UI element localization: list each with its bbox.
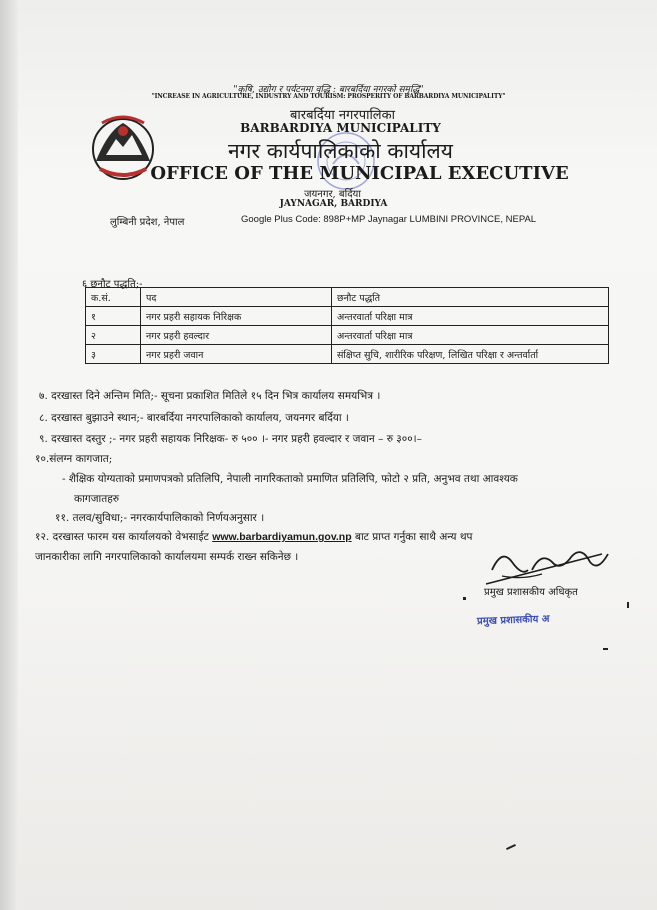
selection-table [85,287,609,364]
ink-mark [506,844,516,850]
municipality-name-english: BARBARDIYA MUNICIPALITY [240,121,441,135]
item-7-deadline: ७. दरखास्त दिने अन्तिम मिति;- सूचना प्रकाशित मितिले १५ दिन भित्र कार्यालय समयभित्र । [39,390,381,402]
ink-mark [603,648,608,650]
table-row [86,307,609,326]
item-10-document-list-cont: कागजातहरु [74,493,120,505]
province-nepali: लुम्बिनी प्रदेश, नेपाल [110,217,185,228]
table-cell: २ [86,326,141,345]
item-12-text-after: बाट प्राप्त गर्नुका साथै अन्य थप [351,531,473,543]
table-cell: अन्तरवार्ता परिक्षा मात्र [332,307,609,326]
ink-mark [627,602,629,608]
office-title-english: OFFICE OF THE MUNICIPAL EXECUTIVE [150,163,569,184]
signatory-stamp: प्रमुख प्रशासकीय अ [476,613,550,628]
plus-code: Google Plus Code: 898P+MP Jaynagar LUMBINI PROVINCE, NEPAL [241,214,537,225]
table-cell: ३ [86,345,141,364]
item-8-submission-place: ८. दरखास्त बुझाउने स्थान;- बारबर्दिया नगरपालिकाको कार्यालय, जयनगर बर्दिया । [39,412,349,424]
website-link[interactable]: www.barbardiyamun.gov.np [212,531,352,543]
header-cell: छनौट पद्धति [332,288,609,307]
address-nepali: जयनगर, बर्दिया [304,189,361,200]
ink-mark [463,597,466,600]
header-cell: पद [141,288,332,307]
table-row [86,326,609,345]
slogan-nepali: "कृषि, उद्योग र पर्यटनमा वृद्धि : बारबर्दिया नगरको समृद्धि" [233,85,424,95]
table-row [86,345,609,364]
signatory-title: प्रमुख प्रशासकीय अधिकृत [484,587,578,598]
selection-method-title: ६ छनौट पद्धति;- [82,279,143,290]
item-10-documents: १०.संलग्न कागजात; [35,453,113,465]
office-title-nepali: नगर कार्यपालिकाको कार्यालय [228,139,453,163]
table-cell: अन्तरवार्ता परिक्षा मात्र [332,326,609,345]
item-12-text: १२. दरखास्त फारम यस कार्यालयको वेभसाईट [35,531,213,543]
item-9-fee: ९. दरखास्त दस्तुर ;- नगर प्रहरी सहायक निरिक्षक- रु ५०० ।- नगर प्रहरी हवल्दार र जवान – रु ३००।– [39,433,422,445]
address-english: JAYNAGAR, BARDIYA [279,199,388,209]
item-10-document-list: - शैक्षिक योग्यताको प्रमाणपत्रको प्रतिलिपि, नेपाली नागरिकताको प्रमाणित प्रतिलिपि, फोटो २ प्रति, अनुभव तथा आवश्यक [62,473,518,485]
item-12-form-cont: जानकारीका लागि नगरपालिकाको कार्यालयमा सम्पर्क राख्न सकिनेछ । [35,551,299,563]
item-12-form [35,530,473,544]
table-cell: नगर प्रहरी सहायक निरिक्षक [141,307,332,326]
table-cell: १ [86,307,141,326]
municipality-name-nepali: बारबर्दिया नगरपालिका [290,108,395,123]
table-cell: संक्षिप्त सुचि, शारीरिक परिक्षण, लिखित परिक्षा र अन्तर्वार्ता [332,345,609,364]
item-11-salary: ११. तलव/सुविधा;- नगरकार्यपालिकाको निर्णयअनुसार । [55,512,265,524]
table-header-row [86,288,609,307]
table-cell: नगर प्रहरी हवल्दार [141,326,332,345]
header-cell: क.सं. [86,288,141,307]
table-cell: नगर प्रहरी जवान [141,345,332,364]
slogan-english: "INCREASE IN AGRICULTURE, INDUSTRY AND TOURISM: PROSPERITY OF BARBARDIYA MUNICIPALITY" [151,93,506,100]
